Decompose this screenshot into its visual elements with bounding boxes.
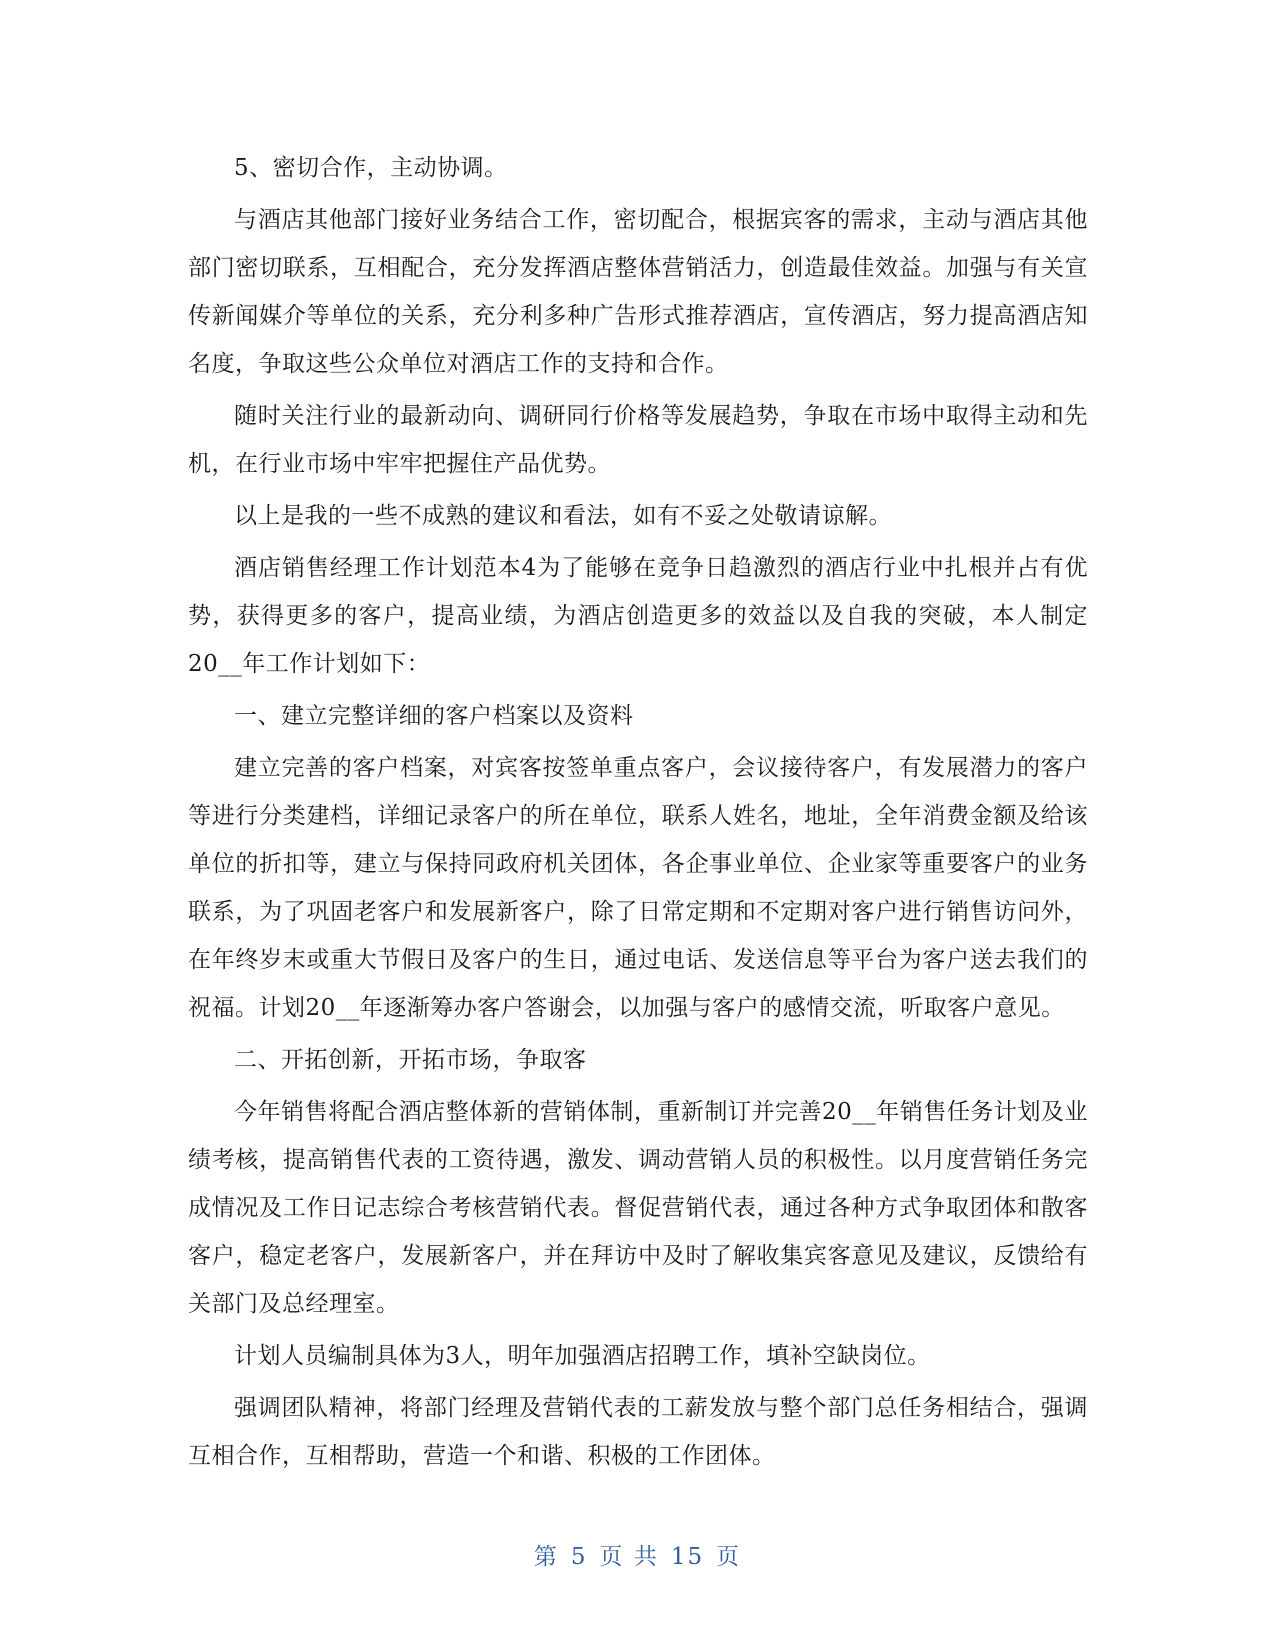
- current-page-number: 5: [570, 1544, 588, 1570]
- paragraph: 今年销售将配合酒店整体新的营销体制，重新制订并完善20__年销售任务计划及业绩考核，提高销售代表的工资待遇，激发、调动营销人员的积极性。以月度营销任务完成情况及工作日记志综合考核营销代表。督促营销代表，通过各种方式争取团体和散客客户，稳定老客户，发展新客户，并在拜访中及时了解收集宾客意见及建议，反馈给有关部门及总经理室。: [188, 1099, 1088, 1317]
- page-number-footer: [0, 1538, 1275, 1571]
- footer-prefix: 第: [533, 1544, 559, 1570]
- paragraph: 与酒店其他部门接好业务结合工作，密切配合，根据宾客的需求，主动与酒店其他部门密切联系，互相配合，充分发挥酒店整体营销活力，创造最佳效益。加强与有关宣传新闻媒介等单位的关系，充分利多种广告形式推荐酒店，宣传酒店，努力提高酒店知名度，争取这些公众单位对酒店工作的支持和合作。: [188, 207, 1088, 377]
- paragraph: 强调团队精神，将部门经理及营销代表的工薪发放与整个部门总任务相结合，强调互相合作，互相帮助，营造一个和谐、积极的工作团体。: [188, 1395, 1088, 1469]
- section-heading: 一、建立完整详细的客户档案以及资料: [234, 703, 634, 729]
- footer-middle: 页 共: [599, 1544, 659, 1570]
- paragraph: 计划人员编制具体为3人，明年加强酒店招聘工作，填补空缺岗位。: [234, 1343, 931, 1369]
- paragraph: 以上是我的一些不成熟的建议和看法，如有不妥之处敬请谅解。: [234, 503, 892, 529]
- paragraph: 酒店销售经理工作计划范本4为了能够在竞争日趋激烈的酒店行业中扎根并占有优势，获得更多的客户，提高业绩，为酒店创造更多的效益以及自我的突破，本人制定20__年工作计划如下：: [188, 555, 1088, 677]
- paragraph: 5、密切合作，主动协调。: [234, 155, 508, 181]
- footer-suffix: 页: [716, 1544, 742, 1570]
- paragraph: 随时关注行业的最新动向、调研同行价格等发展趋势，争取在市场中取得主动和先机，在行业市场中牢牢把握住产品优势。: [188, 403, 1088, 477]
- total-pages-number: 15: [670, 1544, 705, 1570]
- section-heading: 二、开拓创新，开拓市场，争取客: [234, 1047, 587, 1073]
- document-body: [188, 144, 1088, 1484]
- paragraph: 建立完善的客户档案，对宾客按签单重点客户，会议接待客户，有发展潜力的客户等进行分类建档，详细记录客户的所在单位，联系人姓名，地址，全年消费金额及给该单位的折扣等，建立与保持同政府机关团体，各企事业单位、企业家等重要客户的业务联系，为了巩固老客户和发展新客户，除了日常定期和不定期对客户进行销售访问外，在年终岁末或重大节假日及客户的生日，通过电话、发送信息等平台为客户送去我们的祝福。计划20__年逐渐筹办客户答谢会，以加强与客户的感情交流，听取客户意见。: [188, 755, 1088, 1021]
